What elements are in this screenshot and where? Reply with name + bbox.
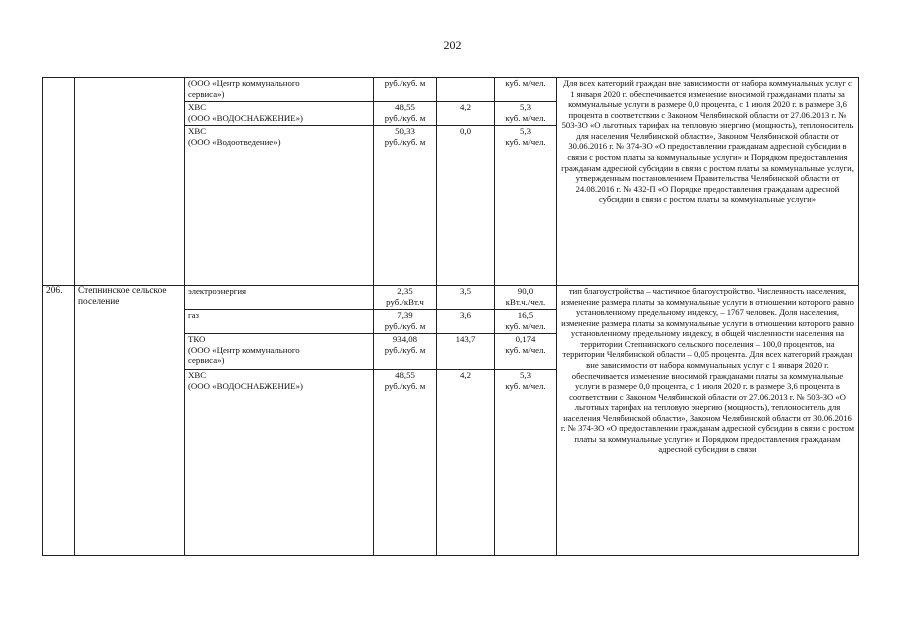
service-cell: ХВС (ООО «ВОДОСНАБЖЕНИЕ»): [185, 370, 374, 556]
service-cell: ТКО (ООО «Центр коммунального сервиса»): [185, 334, 374, 370]
settlement-cell: [75, 78, 185, 286]
percent-cell: 4,2: [437, 102, 495, 126]
service-cell: (ООО «Центр коммунального сервиса»): [185, 78, 374, 102]
percent-cell: 0,0: [437, 126, 495, 286]
tariff-cell: 7,39 руб./куб. м: [374, 310, 437, 334]
norm-cell: 5,3 куб. м/чел.: [495, 126, 557, 286]
norm-cell: 90,0 кВт.ч./чел.: [495, 286, 557, 310]
number-cell: [43, 78, 75, 286]
percent-cell: 4,2: [437, 370, 495, 556]
number-cell: 206.: [43, 286, 75, 556]
tariff-cell: 50,33 руб./куб. м: [374, 126, 437, 286]
settlement-cell: Степнинское сельское поселение: [75, 286, 185, 556]
service-cell: ХВС (ООО «ВОДОСНАБЖЕНИЕ»): [185, 102, 374, 126]
tariff-cell: 934,08 руб./куб. м: [374, 334, 437, 370]
percent-cell: [437, 78, 495, 102]
norm-cell: куб. м/чел.: [495, 78, 557, 102]
service-cell: электроэнергия: [185, 286, 374, 310]
tariff-cell: руб./куб. м: [374, 78, 437, 102]
service-cell: ХВС (ООО «Водоотведение»): [185, 126, 374, 286]
page-number: 202: [443, 38, 462, 52]
percent-cell: 143,7: [437, 334, 495, 370]
norm-cell: 5,3 куб. м/чел.: [495, 370, 557, 556]
percent-cell: 3,5: [437, 286, 495, 310]
tariff-cell: 2,35 руб./кВт.ч: [374, 286, 437, 310]
note-cell: Для всех категорий граждан вне зависимости от набора коммунальных услуг с 1 января 2020 г. обеспечивается изменение вносимой гражданами платы за коммунальные услуги в размере 0,0 процента, с 1 июля 2020 г. в размере 3,6 процента в соответствии с Законом Челябинской области от 27.06.2013 г. № 503-ЗО «О льготных тарифах на тепловую энергию (мощность), теплоноситель для населения Челябинской области», Законом Челябинской области от 30.06.2016 г. № 374-ЗО «О предоставлении гражданам адресной субсидии в связи с ростом платы за коммунальные услуги» и Порядком предоставления гражданам адресной субсидии в связи с ростом платы за коммунальные услуги, утвержденным постановлением Правительства Челябинской области от 24.08.2016 г. № 432-П «О Порядке предоставления гражданам адресной субсидии в связи с ростом платы за коммунальные услуги»: [557, 78, 859, 286]
norm-cell: 0,174 куб. м/чел.: [495, 334, 557, 370]
note-cell: тип благоустройства – частичное благоустройство. Численность населения, изменение размера платы за коммунальные услуги в отношении которого равно установленному предельному индексу, – 1767 человек. Доля населения, изменение размера платы за коммунальные услуги в отношении которого равно установленному предельному индексу, в общей численности населения на территории Степнинского сельского поселения – 100,0 процентов, на территории Челябинской области – 0,05 процента. Для всех категорий граждан вне зависимости от набора коммунальных услуг с 1 января 2020 г. обеспечивается изменение вносимой гражданами платы за коммунальные услуги в размере 0,0 процента, с 1 июля 2020 г. в размере 3,6 процента в соответствии с Законом Челябинской области от 27.06.2013 г. № 503-ЗО «О льготных тарифах на тепловую энергию (мощность), теплоноситель для населения Челябинской области», Законом Челябинской области от 30.06.2016 г. № 374-ЗО «О предоставлении гражданам адресной субсидии в связи с ростом платы за коммунальные услуги» и Порядком предоставления гражданам адресной субсидии в связи: [557, 286, 859, 556]
tariff-table: [42, 77, 859, 556]
table-row: [43, 78, 859, 102]
table-row: [43, 286, 859, 310]
tariff-cell: 48,55 руб./куб. м: [374, 370, 437, 556]
percent-cell: 3,6: [437, 310, 495, 334]
tariff-cell: 48,55 руб./куб. м: [374, 102, 437, 126]
norm-cell: 16,5 куб. м/чел.: [495, 310, 557, 334]
service-cell: газ: [185, 310, 374, 334]
norm-cell: 5,3 куб. м/чел.: [495, 102, 557, 126]
